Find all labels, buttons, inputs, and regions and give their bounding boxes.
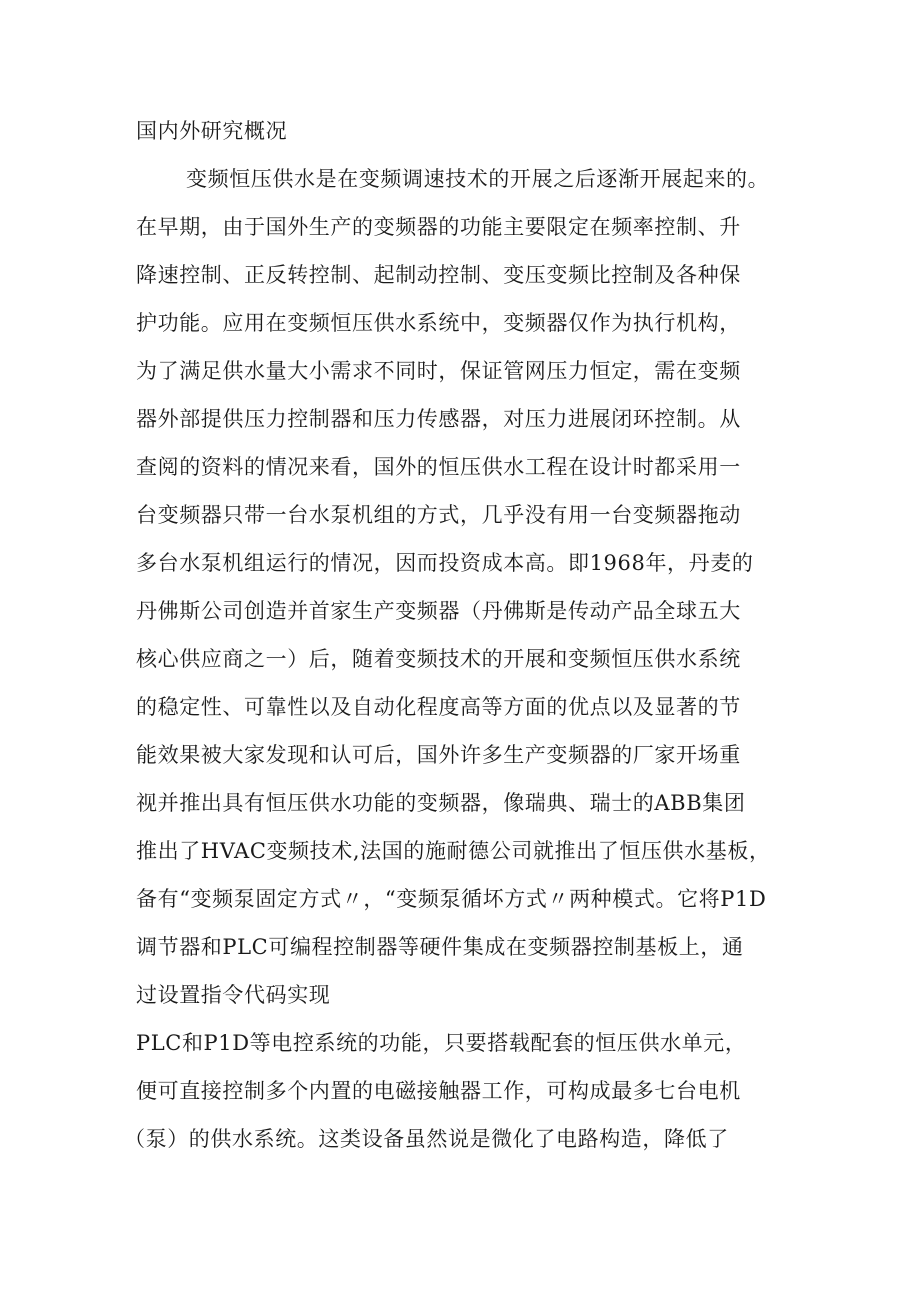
paragraph-line: 查阅的资料的情况来看，国外的恒压供水工程在设计时都采用一 [136, 455, 741, 479]
paragraph-line: 丹佛斯公司创造并首家生产变频器（丹佛斯是传动产品全球五大 [136, 599, 741, 623]
paragraph-line: PLC和P1D等电控系统的功能，只要搭载配套的恒压供水单元， [136, 1031, 747, 1055]
paragraph-line: 视并推出具有恒压供水功能的变频器，像瑞典、瑞士的ABB集团 [136, 791, 746, 815]
paragraph-line: 为了满足供水量大小需求不同时，保证管网压力恒定，需在变频 [136, 359, 741, 383]
paragraph-line: 在早期，由于国外生产的变频器的功能主要限定在频率控制、升 [136, 215, 741, 239]
paragraph-line: 器外部提供压力控制器和压力传感器，对压力进展闭环控制。从 [136, 407, 741, 431]
paragraph-line: 护功能。应用在变频恒压供水系统中，变频器仅作为执行机构， [136, 311, 741, 335]
paragraph-line: 的稳定性、可靠性以及自动化程度高等方面的优点以及显著的节 [136, 695, 741, 719]
paragraph-line: 多台水泵机组运行的情况，因而投资成本高。即1968年，丹麦的 [136, 551, 754, 575]
paragraph-line: （泵）的供水系统。这类设备虽然说是微化了电路构造，降低了 [124, 1127, 729, 1151]
paragraph-line: 备有“变频泵固定方式〃，“变频泵循坏方式〃两种模式。它将P1D [136, 887, 767, 911]
paragraph-line: 核心供应商之一）后，随着变频技术的开展和变频恒压供水系统 [136, 647, 741, 671]
paragraph-line: 能效果被大家发现和认可后，国外许多生产变频器的厂家开场重 [136, 743, 741, 767]
paragraph-line: 过设置指令代码实现 [136, 983, 331, 1007]
paragraph-line: 降速控制、正反转控制、起制动控制、变压变频比控制及各种保 [136, 263, 741, 287]
paragraph-line: 推出了HVAC变频技术,法国的施耐德公司就推出了恒压供水基板， [136, 839, 771, 863]
paragraph-line: 调节器和PLC可编程控制器等硬件集成在变频器控制基板上，通 [136, 935, 744, 959]
paragraph-line: 变频恒压供水是在变频调速技术的开展之后逐渐开展起来的。 [186, 167, 770, 191]
paragraph-line: 便可直接控制多个内置的电磁接触器工作，可构成最多七台电机 [136, 1079, 741, 1103]
section-heading: 国内外研究概况 [136, 119, 288, 143]
paragraph-line: 台变频器只带一台水泵机组的方式，几乎没有用一台变频器拖动 [136, 503, 741, 527]
